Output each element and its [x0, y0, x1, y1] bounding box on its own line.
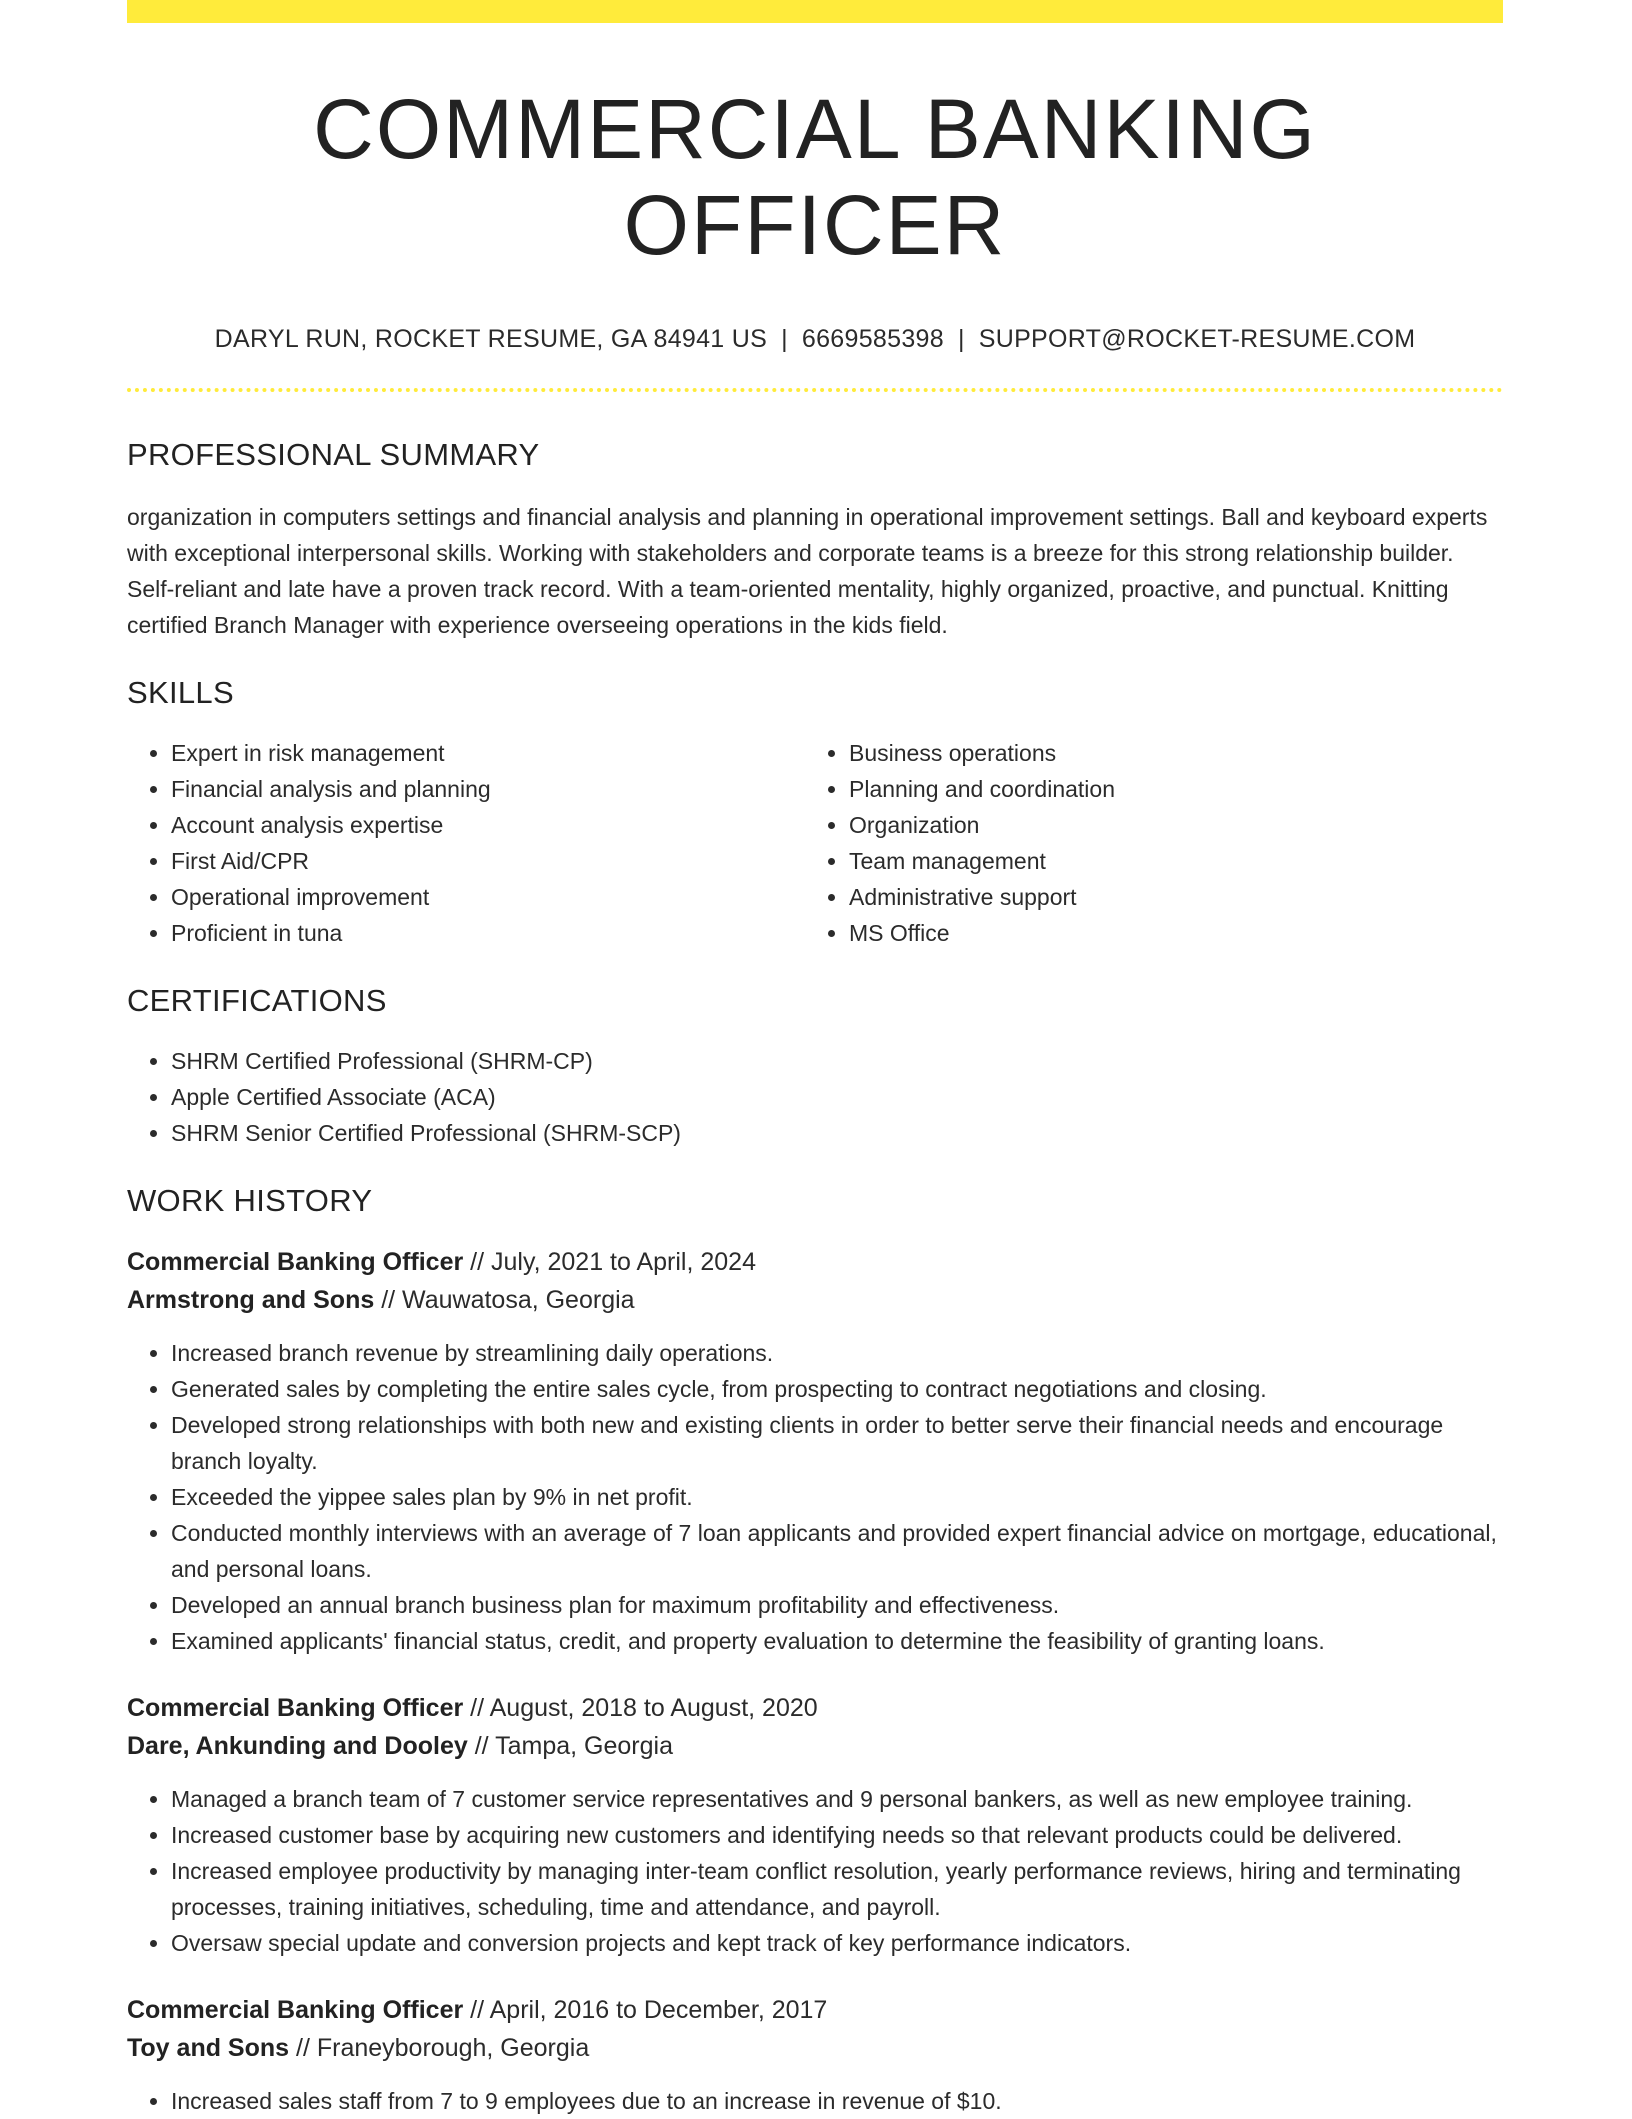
skill-item: • Team management [849, 843, 1483, 879]
job-location: // Wauwatosa, Georgia [374, 1286, 635, 1314]
accent-top-bar [127, 0, 1503, 23]
job-company: Toy and Sons [127, 2034, 290, 2062]
job-entry [127, 1991, 1503, 2119]
skills-column-left [127, 735, 805, 951]
job-dates: // April, 2016 to December, 2017 [463, 1996, 828, 2024]
summary-heading: PROFESSIONAL SUMMARY [127, 437, 540, 472]
dotted-divider [127, 388, 1503, 392]
job-company: Dare, Ankunding and Dooley [127, 1732, 468, 1760]
contact-phone[interactable]: 6669585398 [801, 325, 944, 353]
job-bullet: • Increased customer base by acquiring new customers and identifying needs so that relevant products could be delivered. [171, 1817, 1503, 1853]
job-company: Armstrong and Sons [127, 1286, 375, 1314]
certifications-list [127, 1043, 1503, 1151]
resume-title: COMMERCIAL BANKING OFFICER [313, 82, 1317, 272]
skills-columns [127, 735, 1503, 951]
job-entry [127, 1689, 1503, 1961]
certification-item: • Apple Certified Associate (ACA) [171, 1079, 1503, 1115]
job-company-line [127, 2029, 1503, 2067]
job-bullet-list [127, 2083, 1503, 2119]
skills-list-right [805, 735, 1483, 951]
job-entry [127, 1243, 1503, 1659]
job-bullet: • Examined applicants' financial status, credit, and property evaluation to determine the feasibility of granting loans. [171, 1623, 1503, 1659]
skill-item: • Financial analysis and planning [171, 771, 805, 807]
skill-item: • MS Office [849, 915, 1483, 951]
job-bullet: • Increased employee productivity by managing inter-team conflict resolution, yearly performance reviews, hiring and terminating processes, training initiatives, scheduling, time and attendance, and payroll. [171, 1853, 1503, 1925]
job-company-line [127, 1727, 1503, 1765]
skill-item: • Expert in risk management [171, 735, 805, 771]
skill-item: • Account analysis expertise [171, 807, 805, 843]
job-bullet: • Oversaw special update and conversion projects and kept track of key performance indicators. [171, 1925, 1503, 1961]
summary-text: organization in computers settings and financial analysis and planning in operational improvement settings. Ball and keyboard experts with exceptional interpersonal skills. Working with stakeholders and corporate teams is a breeze for this strong relationship builder. Self-reliant and late have a proven track record. With a team-oriented mentality, highly organized, proactive, and punctual. Knitting certified Branch Manager with experience overseeing operations in the kids field. [127, 504, 1488, 638]
job-location: // Tampa, Georgia [467, 1732, 673, 1760]
job-role-line [127, 1991, 1503, 2029]
job-bullet: • Developed an annual branch business plan for maximum profitability and effectiveness. [171, 1587, 1503, 1623]
job-dates: // August, 2018 to August, 2020 [463, 1694, 818, 1722]
job-location: // Franeyborough, Georgia [289, 2034, 590, 2062]
job-bullet: • Managed a branch team of 7 customer service representatives and 9 personal bankers, as well as new employee training. [171, 1781, 1503, 1817]
skill-item: • Business operations [849, 735, 1483, 771]
job-dates: // July, 2021 to April, 2024 [463, 1248, 756, 1276]
job-role: Commercial Banking Officer [127, 1996, 464, 2024]
skill-item: • First Aid/CPR [171, 843, 805, 879]
skill-item: • Planning and coordination [849, 771, 1483, 807]
skills-list-left [127, 735, 805, 951]
contact-email[interactable]: SUPPORT@ROCKET-RESUME.COM [978, 325, 1416, 353]
skill-item: • Proficient in tuna [171, 915, 805, 951]
job-bullet-list [127, 1781, 1503, 1961]
job-bullet: • Conducted monthly interviews with an average of 7 loan applicants and provided expert financial advice on mortgage, educational, and personal loans. [171, 1515, 1503, 1587]
resume-page [127, 0, 1503, 2119]
job-role-line [127, 1243, 1503, 1281]
skill-item: • Operational improvement [171, 879, 805, 915]
job-bullet: • Increased branch revenue by streamlining daily operations. [171, 1335, 1503, 1371]
job-bullet: • Generated sales by completing the entire sales cycle, from prospecting to contract negotiations and closing. [171, 1371, 1503, 1407]
certification-item: • SHRM Certified Professional (SHRM-CP) [171, 1043, 1503, 1079]
job-bullet: • Developed strong relationships with both new and existing clients in order to better serve their financial needs and encourage branch loyalty. [171, 1407, 1503, 1479]
job-role-line [127, 1689, 1503, 1727]
contact-address: DARYL RUN, ROCKET RESUME, GA 84941 US [214, 325, 768, 353]
job-bullet: • Increased sales staff from 7 to 9 employees due to an increase in revenue of $10. [171, 2083, 1503, 2119]
job-company-line [127, 1281, 1503, 1319]
contact-separator: | [957, 325, 965, 353]
certification-item: • SHRM Senior Certified Professional (SHRM-SCP) [171, 1115, 1503, 1151]
contact-separator: | [781, 325, 788, 353]
job-bullet-list [127, 1335, 1503, 1659]
contact-line [127, 323, 1503, 355]
skills-heading: SKILLS [127, 675, 234, 710]
certifications-heading: CERTIFICATIONS [127, 983, 387, 1018]
job-bullet: • Exceeded the yippee sales plan by 9% in net profit. [171, 1479, 1503, 1515]
skills-column-right [805, 735, 1483, 951]
job-role: Commercial Banking Officer [127, 1694, 464, 1722]
skill-item: • Organization [849, 807, 1483, 843]
skill-item: • Administrative support [849, 879, 1483, 915]
job-role: Commercial Banking Officer [127, 1248, 464, 1276]
work-history-heading: WORK HISTORY [127, 1183, 373, 1218]
